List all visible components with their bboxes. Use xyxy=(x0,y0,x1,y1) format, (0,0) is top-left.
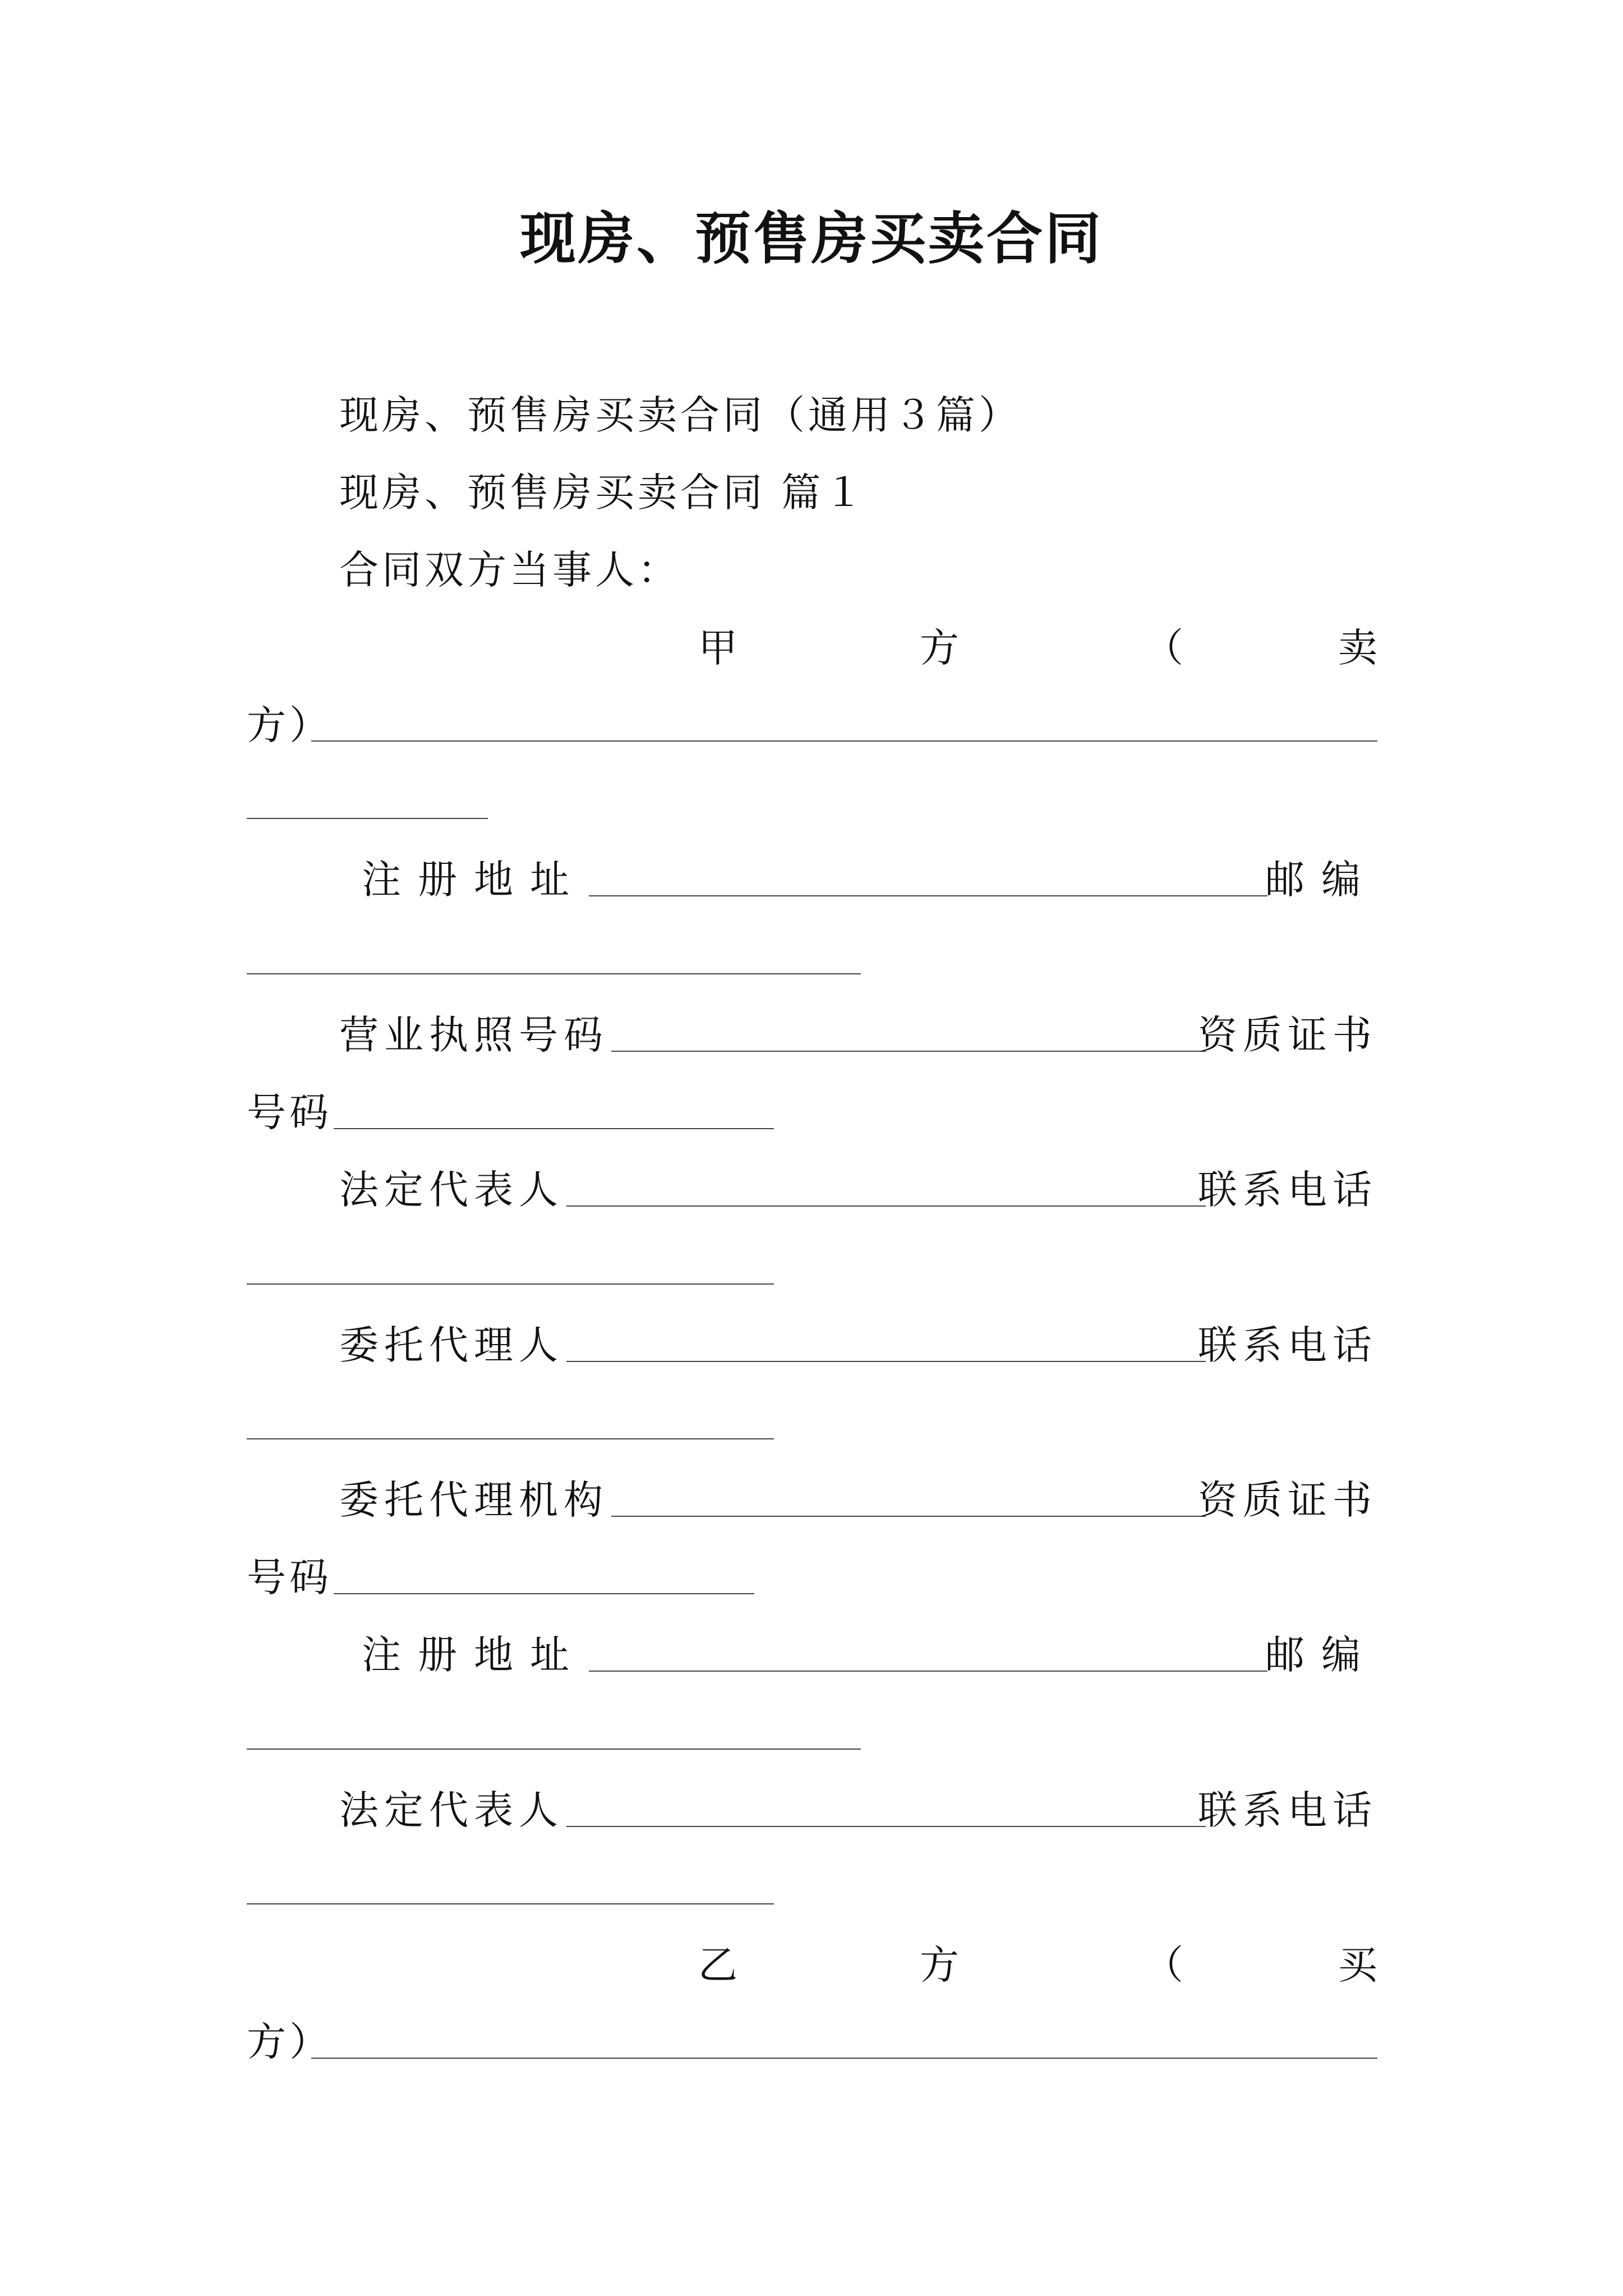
party-a-heading-char-2: 方 xyxy=(920,625,959,671)
license-no-blank xyxy=(611,1051,1206,1052)
agency-cert-no-blank xyxy=(334,1593,754,1594)
cert-label: 资质证书 xyxy=(1198,1012,1377,1058)
postcode-blank xyxy=(247,973,861,974)
agency-phone-blank xyxy=(247,1903,774,1904)
agency-address-blank xyxy=(589,1671,1267,1672)
agency-label: 委托代理机构 xyxy=(339,1477,608,1523)
party-b-heading-char-3: （ xyxy=(1144,1942,1183,1988)
party-b-name-blank xyxy=(311,2058,1377,2059)
agency-cert-label: 资质证书 xyxy=(1198,1477,1377,1523)
phone-blank xyxy=(247,1283,774,1285)
reg-address-label: 注册地址 xyxy=(362,857,586,903)
document-title: 现房、预售房买卖合同 xyxy=(520,205,1103,272)
agency-phone-label: 联系电话 xyxy=(1198,1787,1377,1833)
license-no-label: 营业执照号码 xyxy=(339,1012,608,1058)
intro-line-1: 现房、预售房买卖合同（通用３篇） xyxy=(339,392,1021,438)
intro-line-3: 合同双方当事人： xyxy=(339,547,680,593)
agency-postcode-blank xyxy=(247,1749,861,1750)
reg-address-blank xyxy=(589,895,1267,896)
agent-phone-blank xyxy=(247,1438,774,1439)
legal-rep-label: 法定代表人 xyxy=(339,1167,564,1213)
party-a-heading-char-4: 卖 xyxy=(1338,625,1377,671)
agency-legal-rep-blank xyxy=(566,1826,1206,1827)
agency-blank xyxy=(611,1516,1206,1517)
phone-label: 联系电话 xyxy=(1198,1167,1377,1213)
party-b-heading-char-2: 方 xyxy=(920,1942,959,1988)
agency-address-label: 注册地址 xyxy=(362,1632,586,1678)
agent-phone-label: 联系电话 xyxy=(1198,1322,1377,1368)
party-a-heading-tail: 方） xyxy=(247,702,332,748)
agent-label: 委托代理人 xyxy=(339,1322,564,1368)
party-a-name-blank-cont xyxy=(247,818,488,819)
agency-cert-no-label: 号码 xyxy=(247,1554,332,1600)
agency-legal-rep-label: 法定代表人 xyxy=(339,1787,564,1833)
intro-line-2: 现房、预售房买卖合同 篇１ xyxy=(339,470,867,516)
agency-postcode-label: 邮编 xyxy=(1265,1632,1377,1678)
party-a-heading-char-3: （ xyxy=(1144,625,1183,671)
party-b-heading-char-1: 乙 xyxy=(698,1942,737,1988)
party-a-name-blank xyxy=(311,740,1377,742)
agent-blank xyxy=(566,1361,1206,1362)
cert-no-label: 号码 xyxy=(247,1089,332,1135)
legal-rep-blank xyxy=(566,1205,1206,1207)
cert-no-blank xyxy=(334,1128,774,1129)
party-a-heading-char-1: 甲 xyxy=(698,625,737,671)
party-b-heading-char-4: 买 xyxy=(1338,1942,1377,1988)
party-b-heading-tail: 方） xyxy=(247,2019,332,2065)
postcode-label: 邮编 xyxy=(1265,857,1377,903)
